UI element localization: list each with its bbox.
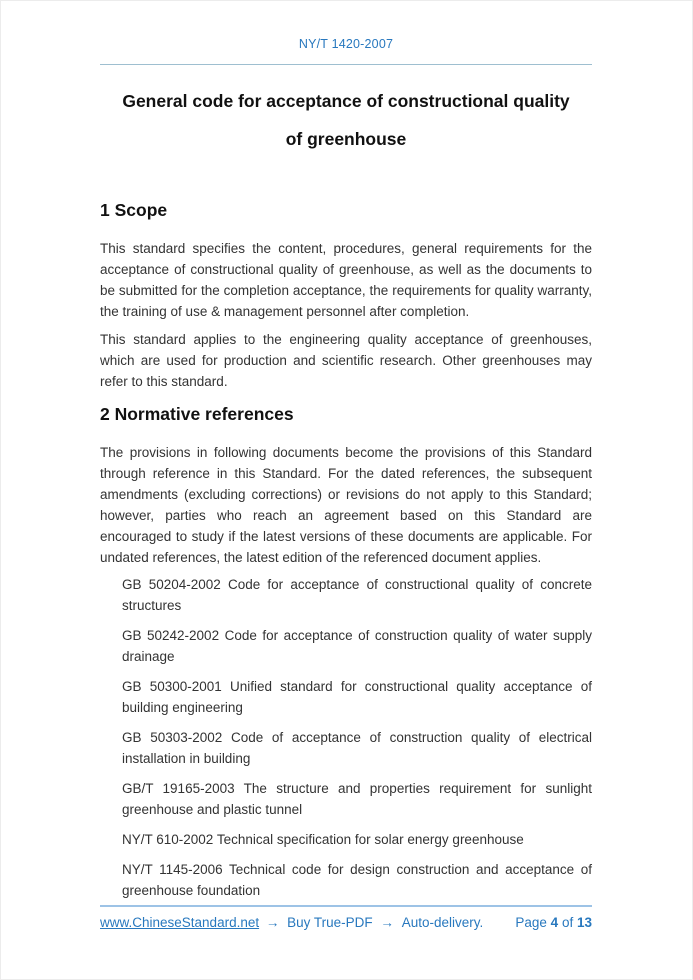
- reference-list: [100, 574, 592, 901]
- scope-paragraph-2: This standard applies to the engineering quality acceptance of greenhouses, which are used for production and scientific research. Other greenhouses may refer to this standard.: [100, 332, 592, 389]
- reference-item-gb-50242: GB 50242-2002 Code for acceptance of construction quality of water supply drainage: [122, 628, 592, 664]
- footer-promo: [100, 915, 484, 930]
- reference-item-nyt-610: NY/T 610-2002 Technical specification for solar energy greenhouse: [122, 832, 524, 847]
- page-current: 4: [550, 915, 559, 930]
- document-title: [100, 82, 592, 158]
- page-label: Page: [515, 915, 547, 930]
- doc-code: NY/T 1420-2007: [298, 37, 394, 51]
- arrow-right-icon: →: [265, 915, 280, 930]
- reference-item-gb-50303: GB 50303-2002 Code of acceptance of construction quality of electrical installation in building: [122, 730, 592, 766]
- reference-item-gbt-19165: GB/T 19165-2003 The structure and properties requirement for sunlight greenhouse and plastic tunnel: [122, 781, 592, 817]
- of-label: of: [561, 915, 574, 930]
- page-content: [1, 1, 692, 901]
- header-rule: [100, 64, 592, 65]
- arrow-right-icon: →: [380, 915, 394, 930]
- reference-item-gb-50204: GB 50204-2002 Code for acceptance of constructional quality of concrete structures: [122, 577, 592, 613]
- section-heading-normative-references: 2 Normative references: [100, 404, 294, 424]
- title-line-1: General code for acceptance of constructional quality: [122, 91, 570, 111]
- title-line-2: of greenhouse: [285, 129, 407, 149]
- footer-site-link[interactable]: www.ChineseStandard.net: [100, 915, 260, 930]
- section-heading-scope: 1 Scope: [100, 200, 168, 220]
- footer-buy-label: Buy True-PDF: [287, 915, 373, 930]
- footer-delivery-label: Auto-delivery.: [401, 915, 484, 930]
- reference-item-gb-50300: GB 50300-2001 Unified standard for constructional quality acceptance of building engineering: [122, 679, 592, 715]
- page-number: [515, 915, 592, 930]
- scope-paragraph-1: This standard specifies the content, procedures, general requirements for the acceptance of constructional quality of greenhouse, as well as the documents to be submitted for the completion acceptance, the requirements for quality warranty, the training of use & management personnel after completion.: [100, 241, 592, 319]
- page-total: 13: [576, 915, 592, 930]
- reference-item-nyt-1145: NY/T 1145-2006 Technical code for design construction and acceptance of greenhouse foundation: [122, 862, 592, 898]
- normative-references-paragraph: The provisions in following documents become the provisions of this Standard through reference in this Standard. For the dated references, the subsequent amendments (excluding corrections) or revisions do not apply to this Standard; however, parties who reach an agreement based on this Standard are encouraged to study if the latest versions of these documents are applicable. For undated references, the latest edition of the referenced document applies.: [100, 445, 592, 565]
- page-footer: [100, 905, 592, 930]
